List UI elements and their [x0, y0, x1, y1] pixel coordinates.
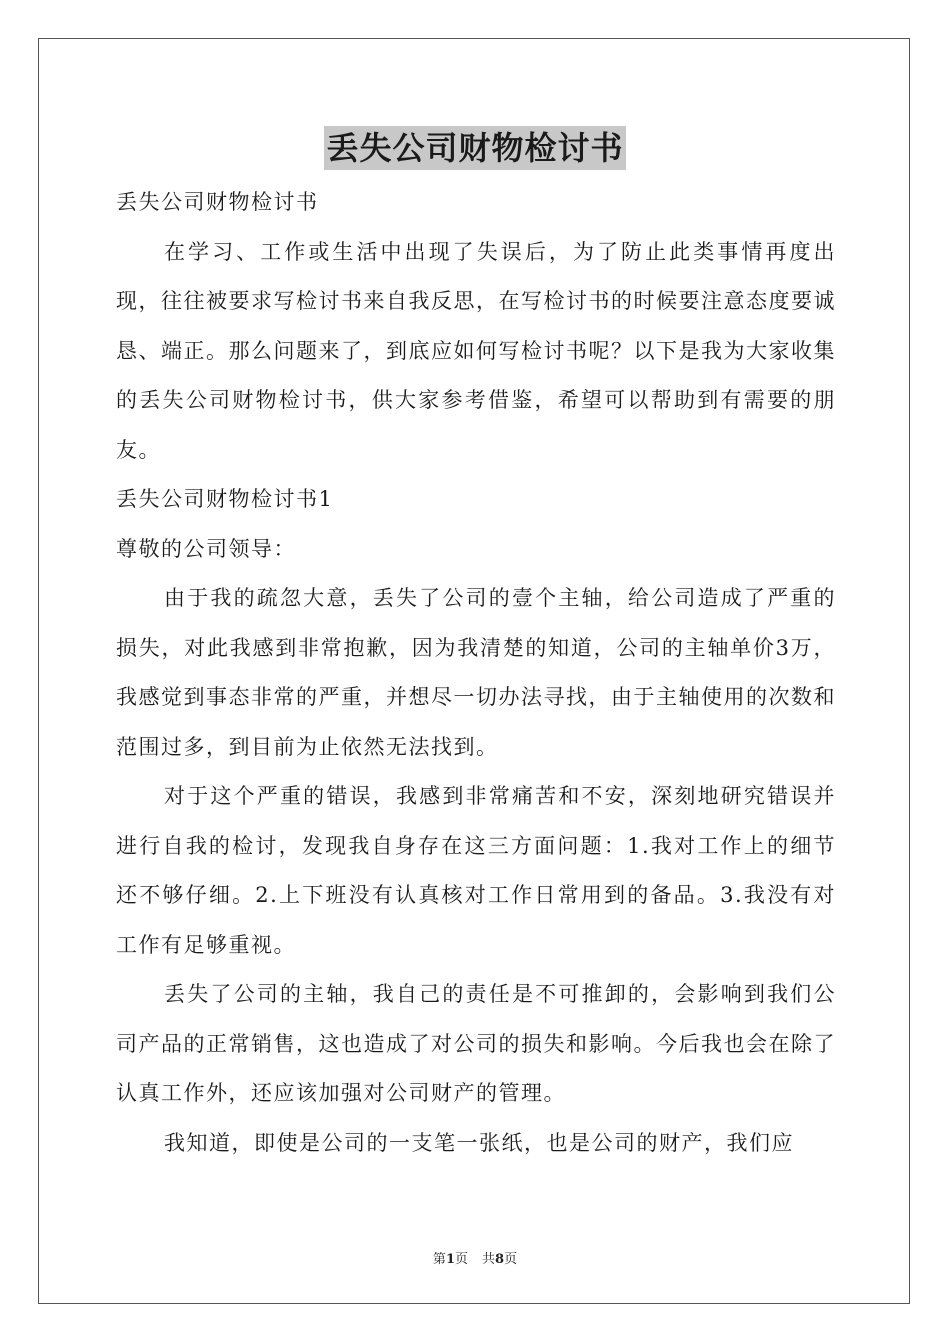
intro-paragraph: 在学习、工作或生活中出现了失误后，为了防止此类事情再度出现，往往被要求写检讨书来自我反思，在写检讨书的时候要注意态度要诚恳、端正。那么问题来了，到底应如何写检讨书呢？以下是我为大家收集的丢失公司财物检讨书，供大家参考借鉴，希望可以帮助到有需要的朋友。	[116, 239, 836, 462]
document-title-text: 丢失公司财物检讨书	[324, 126, 625, 170]
page-footer	[0, 1248, 950, 1267]
body-paragraph-3: 丢失了公司的主轴，我自己的责任是不可推卸的，会影响到我们公司产品的正常销售，这也造成了对公司的损失和影响。今后我也会在除了认真工作外，还应该加强对公司财产的管理。	[116, 982, 836, 1105]
section-heading: 丢失公司财物检讨书1	[116, 487, 334, 511]
salutation: 尊敬的公司领导：	[116, 536, 296, 561]
body-paragraph-1: 由于我的疏忽大意，丢失了公司的壹个主轴，给公司造成了严重的损失，对此我感到非常抱歉，因为我清楚的知道，公司的主轴单价3万，我感觉到事态非常的严重，并想尽一切办法寻找，由于主轴使用的次数和范围过多，到目前为止依然无法找到。	[116, 586, 836, 759]
footer-total-prefix: 共	[482, 1252, 496, 1267]
footer-page-prefix: 第	[432, 1252, 446, 1267]
footer-total-suffix: 页	[504, 1252, 518, 1267]
document-body	[116, 178, 836, 1168]
footer-page-total: 8	[495, 1252, 505, 1267]
document-title	[0, 126, 950, 170]
footer-page-current: 1	[445, 1252, 455, 1267]
subtitle-line: 丢失公司财物检讨书	[116, 190, 319, 214]
body-paragraph-2: 对于这个严重的错误，我感到非常痛苦和不安，深刻地研究错误并进行自我的检讨，发现我自身存在这三方面问题：1.我对工作上的细节还不够仔细。2.上下班没有认真核对工作日常用到的备品。3.我没有对工作有足够重视。	[116, 784, 836, 957]
body-paragraph-4: 我知道，即使是公司的一支笔一张纸，也是公司的财产，我们应	[164, 1130, 794, 1155]
footer-page-suffix: 页	[454, 1252, 468, 1267]
